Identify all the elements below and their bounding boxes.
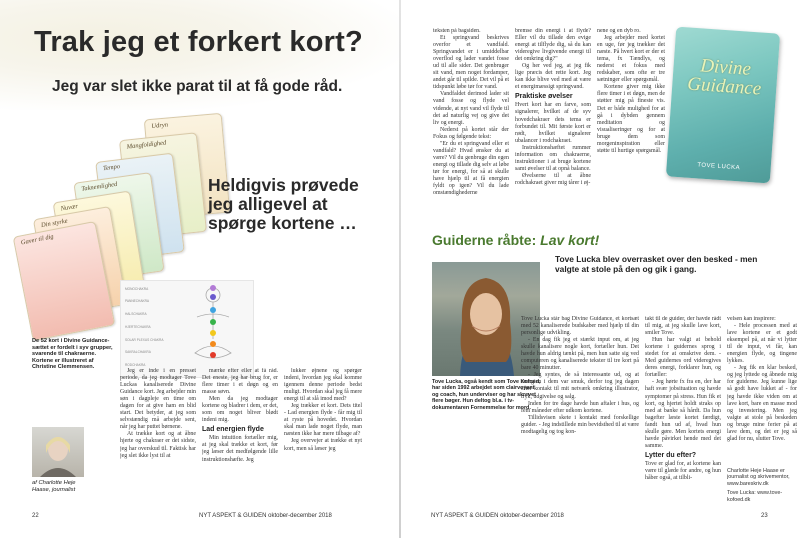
paragraph: Jeg trækker et kort. Dets titel - Lad energien flyde - får mig til at ryste på hovedet. Hvordan skal man lade noget flyde, man næsten ikke har mere tilbage af? xyxy=(284,403,362,438)
paragraph: Min intuition fortæller mig, at jeg skal trække et kort, før jeg læser det medfølgende lille instruktionshæfte. Jeg xyxy=(202,435,278,463)
contact-line: Tove Lucka: www.tove-kofoed.dk xyxy=(727,490,783,503)
paragraph: Jeg overvejer at trække et nyt kort, men så læser jeg xyxy=(284,438,362,452)
paragraph: Nederst på kortet står der Fokus og følgende tekst: xyxy=(433,126,509,140)
card: Tempo xyxy=(95,153,185,262)
text-column xyxy=(597,28,665,218)
text-column xyxy=(120,368,196,512)
paragraph: At trække kort og at åbne hjerte og chakraer er det sidste, jeg har overskud til. Faktisk har jeg slet ikke lyst til at xyxy=(120,431,196,459)
paragraph: "Er du et springvand eller et vandfald? Hvad ønsker du at være? Vil du genbruge din egen energi og tillade dig selv at løbe tør for energi, for så at skulle have hjælp til at få energien fyldt op igen? Vil du lade omstændighederne xyxy=(433,140,509,197)
paragraph: - Jeg hørte fx fra en, der har haft svær jobsituation og havde symptomer på stress. Hun fik et kort, og hjertet holdt straks op med at banke så hårdt. Da hun bagefter læste kortet færdigt, fandt hun ud af, hvad hun skulle gøre. Men kortets energi havde påvirket hende med det samme. xyxy=(645,379,721,449)
oracle-author: TOVE LUCKA xyxy=(697,162,741,172)
contact-info xyxy=(727,468,797,504)
paragraph: Og her ved jeg, at jeg fik lige præcis det rette kort. Jeg kan ikke blive ved med at være et energimæssigt springvand. xyxy=(515,63,591,91)
paragraph: Tove Lucka står bag Divine Guidance, et kortsæt med 52 kanaliserede budskaber med hjælp til din personlige udvikling. xyxy=(521,316,639,337)
page-title: Trak jeg et forkert kort? xyxy=(34,26,363,58)
section-heading: Lad energien flyde xyxy=(202,426,264,434)
paragraph: bremse din energi i at flyde? Eller vil du tillade den evige energi at tilflyde dig, så du kan videregive livgivende energi til det omkring dig?" xyxy=(515,28,591,63)
author-caption: af Charlotte Heje Haase, journalist xyxy=(32,480,76,493)
paragraph: Kortene giver mig ikke flere timer i et døgn, men de støtter mig på fineste vis. Det er både mulighed for at gå i dybden gennem meditation og visualiseringer og for at bruge dem som morgeninspiration eller støtte til hurtige spørgsmål. xyxy=(597,84,665,154)
chakra-label: HALSCHAKRA xyxy=(125,312,147,316)
green-headline-italic: Lav kort! xyxy=(540,232,600,248)
text-column xyxy=(284,368,362,512)
chakra-diagram xyxy=(120,280,254,378)
paragraph: - Jeg syntes, de så interessante ud, og at energien i dem var smuk, derfor tog jeg dagen efter kontakt til mit netværk omkring illustrator, tryk, udgivelse og salg. xyxy=(521,372,639,400)
section-heading: Praktiske øvelser xyxy=(515,93,573,101)
subheadline: Tove Lucka blev overrasket over den besked - men valgte at stole på den og gik i gang. xyxy=(555,254,758,274)
paragraph: Hvert kort har en farve, som signalerer, hvilket af de syv hovedchakraer dets tema er forbundet til. Mit første kort er rødt, hvilket signalerer ubalancer i rodchakraet. xyxy=(515,102,591,144)
card: Mangfoldighed xyxy=(119,132,207,240)
paragraph: velsen kan inspirere: xyxy=(727,316,776,322)
text-column xyxy=(515,28,591,218)
page-subtitle: Jeg var slet ikke parat til at få gode råd. xyxy=(52,78,343,95)
card: Gaver til dig xyxy=(13,221,116,341)
card: Taknemlighed xyxy=(73,172,164,282)
text-column xyxy=(645,316,721,514)
paragraph: Tillidsvisen skete i kontakt med forskellige guider. - Jeg indstillede min bevidsthed til at være modtagelig og tog kon- xyxy=(521,414,639,435)
section-headline: Heldigvis prøvede jeg alligevel at spørge kortene … xyxy=(208,175,359,233)
paragraph: Et springvand beskrives overfor et vandfald. Springvandet er i umiddelbar overflod og lader vandet fosse ud til alle sider. Det genbruger sit vand, men noget fordamper, andet går til spilde. Det vil på et tidspunkt løbe tør for vand. xyxy=(433,35,509,91)
page-number: 22 xyxy=(32,513,39,519)
paragraph: Hun har valgt at behold kortene i guidernes sprog i stedet for at omskrive dem. - Med guidernes ord videregives deres energi, forklarer hun, og fortæller: xyxy=(645,337,721,379)
section-heading: Lytter du efter? xyxy=(645,451,697,459)
meditation-figure-icon xyxy=(177,283,249,375)
paragraph: Vandfaldet derimod lader sit vand fosse og flyde vel vidende, at nyt vand vil flyde til det ad naturlig vej og give det liv og energi. xyxy=(433,91,509,126)
folio-text: NYT ASPEKT & GUIDEN oktober-december 2018 xyxy=(199,513,332,519)
card: Nuvær xyxy=(53,191,146,302)
paragraph: nene og en dyb ro. xyxy=(597,28,641,34)
author-photo xyxy=(32,427,84,477)
paragraph: mærke efter eller at få råd. Det eneste, jeg har brug for, er flere timer i et døgn og en masse søvn. xyxy=(202,368,278,396)
text-column xyxy=(202,368,278,512)
paragraph: Jeg arbejder med kortet en uge, før jeg trækker det næste. På hvert kort er der et tema, fx Tændlys, og nederst et fokus med redskaber, som ofte er tre sætninger eller spørgsmål. xyxy=(597,35,665,84)
paragraph: Jeg er inde i en presset periode, da jeg modtager Tove Luckas kanaliserede Divine Guidance kort. Jeg arbejder min søn i dagpleje en time om dagen for at give ham en blid start. Det betyder, at jeg som selvstændig må arbejde sent, når jeg har puttet børnene. xyxy=(120,368,196,431)
card: Din styrke xyxy=(33,206,127,318)
paragraph: takt til de guider, der havde rådt til mig, at jeg skulle lave kort, smiler Tove. xyxy=(645,316,721,337)
chakra-label: PANNECHAKRA xyxy=(125,299,150,303)
text-column xyxy=(433,28,509,218)
page-number: 23 xyxy=(761,513,768,519)
paragraph: Inden for tre dage havde hun aftaler i hus, og fem måneder efter udkom kortene. xyxy=(521,400,639,414)
paragraph: - Hele processen med at lave kortene er et godt eksempel på, at når vi lytter til de input, vi får, kan energien flyde, og tingene lykkes. xyxy=(727,323,797,365)
right-page xyxy=(401,0,800,538)
oracle-title: Divine Guidance xyxy=(686,55,762,100)
card: Udryn xyxy=(144,113,230,219)
contact-line: Charlotte Heje Haase er journalist og skrivementor, www.bareskriv.dk xyxy=(727,468,790,487)
chakra-label: HJERTECHAKRA xyxy=(125,325,151,329)
folio-text: NYT ASPEKT & GUIDEN oktober-december 2018 xyxy=(431,513,564,519)
paragraph: Men da jeg modtager kortene og bladrer i dem, er det, som om noget bliver blødt indeni mig. xyxy=(202,396,278,424)
paragraph: - En dag fik jeg et stærkt input om, at jeg skulle kanalisere nogle kort, fortæller hun. Det havde hun aldrig tænkt på, men hun satte sig ved computeren og kanaliserede tekster til tre kort på bare 40 minutter. xyxy=(521,337,639,372)
green-headline xyxy=(432,232,599,248)
text-column xyxy=(521,316,639,514)
text-column xyxy=(727,316,797,466)
paragraph: lukker øjnene og spørger indeni, hvordan jeg skal komme igennem denne periode bedst muligt. Hvordan skal jeg få mere energi til at slå imod med? xyxy=(284,368,362,403)
paragraph: Tove er glad for, at kortene kan være til glæde for andre, og hun håber også, at tilbli- xyxy=(645,460,721,481)
chakra-label: MONOCHAKRA xyxy=(125,287,149,291)
chakra-label: SAKRALCHAKRA xyxy=(125,350,151,354)
green-headline-main: Guiderne råbte: xyxy=(432,232,541,248)
left-page xyxy=(0,0,399,538)
paragraph: Øvelserne til at åbne rodchakraet giver mig tårer i øj- xyxy=(515,172,591,186)
chakra-label: RODCHAKRA xyxy=(125,363,146,367)
oracle-card-cover xyxy=(666,27,780,184)
paragraph: teksten på bagsiden. xyxy=(433,28,481,34)
cards-caption: De 52 kort i Divine Guidance-sættet er fordelt i syv grupper, svarende til chakraerne. Kortene er illustreret af Christine Clemmensen. xyxy=(32,338,113,371)
paragraph: - Jeg fik en klar besked, og jeg lyttede og åbnede mig for guiderne. Jeg kunne lige så godt have lukket af - for jeg havde ikke viden om at lave kort, bare en masse mod og investering. Men jeg valgte at stole på beskeden og bruge mine ferier på at lave dem, og det er jeg så glad for nu, slutter Tove. xyxy=(727,365,797,442)
chakra-label: SOLAR PLEXUS CHAKRA xyxy=(125,338,164,342)
paragraph: Instruktionshæftet rummer information om chakraerne, instruktioner i at bruge kortene samt øvelser til at opnå balance. xyxy=(515,144,591,172)
photo-caption: Tove Lucka, også kendt som Tove Kofoed, har siden 1992 arbejdet som clairvoyant og coach, hun underviser og har skrevet flere bøger. Hun deltog bl.a. i tv-dokumentaren Fornemmelse for mord. xyxy=(432,379,541,411)
